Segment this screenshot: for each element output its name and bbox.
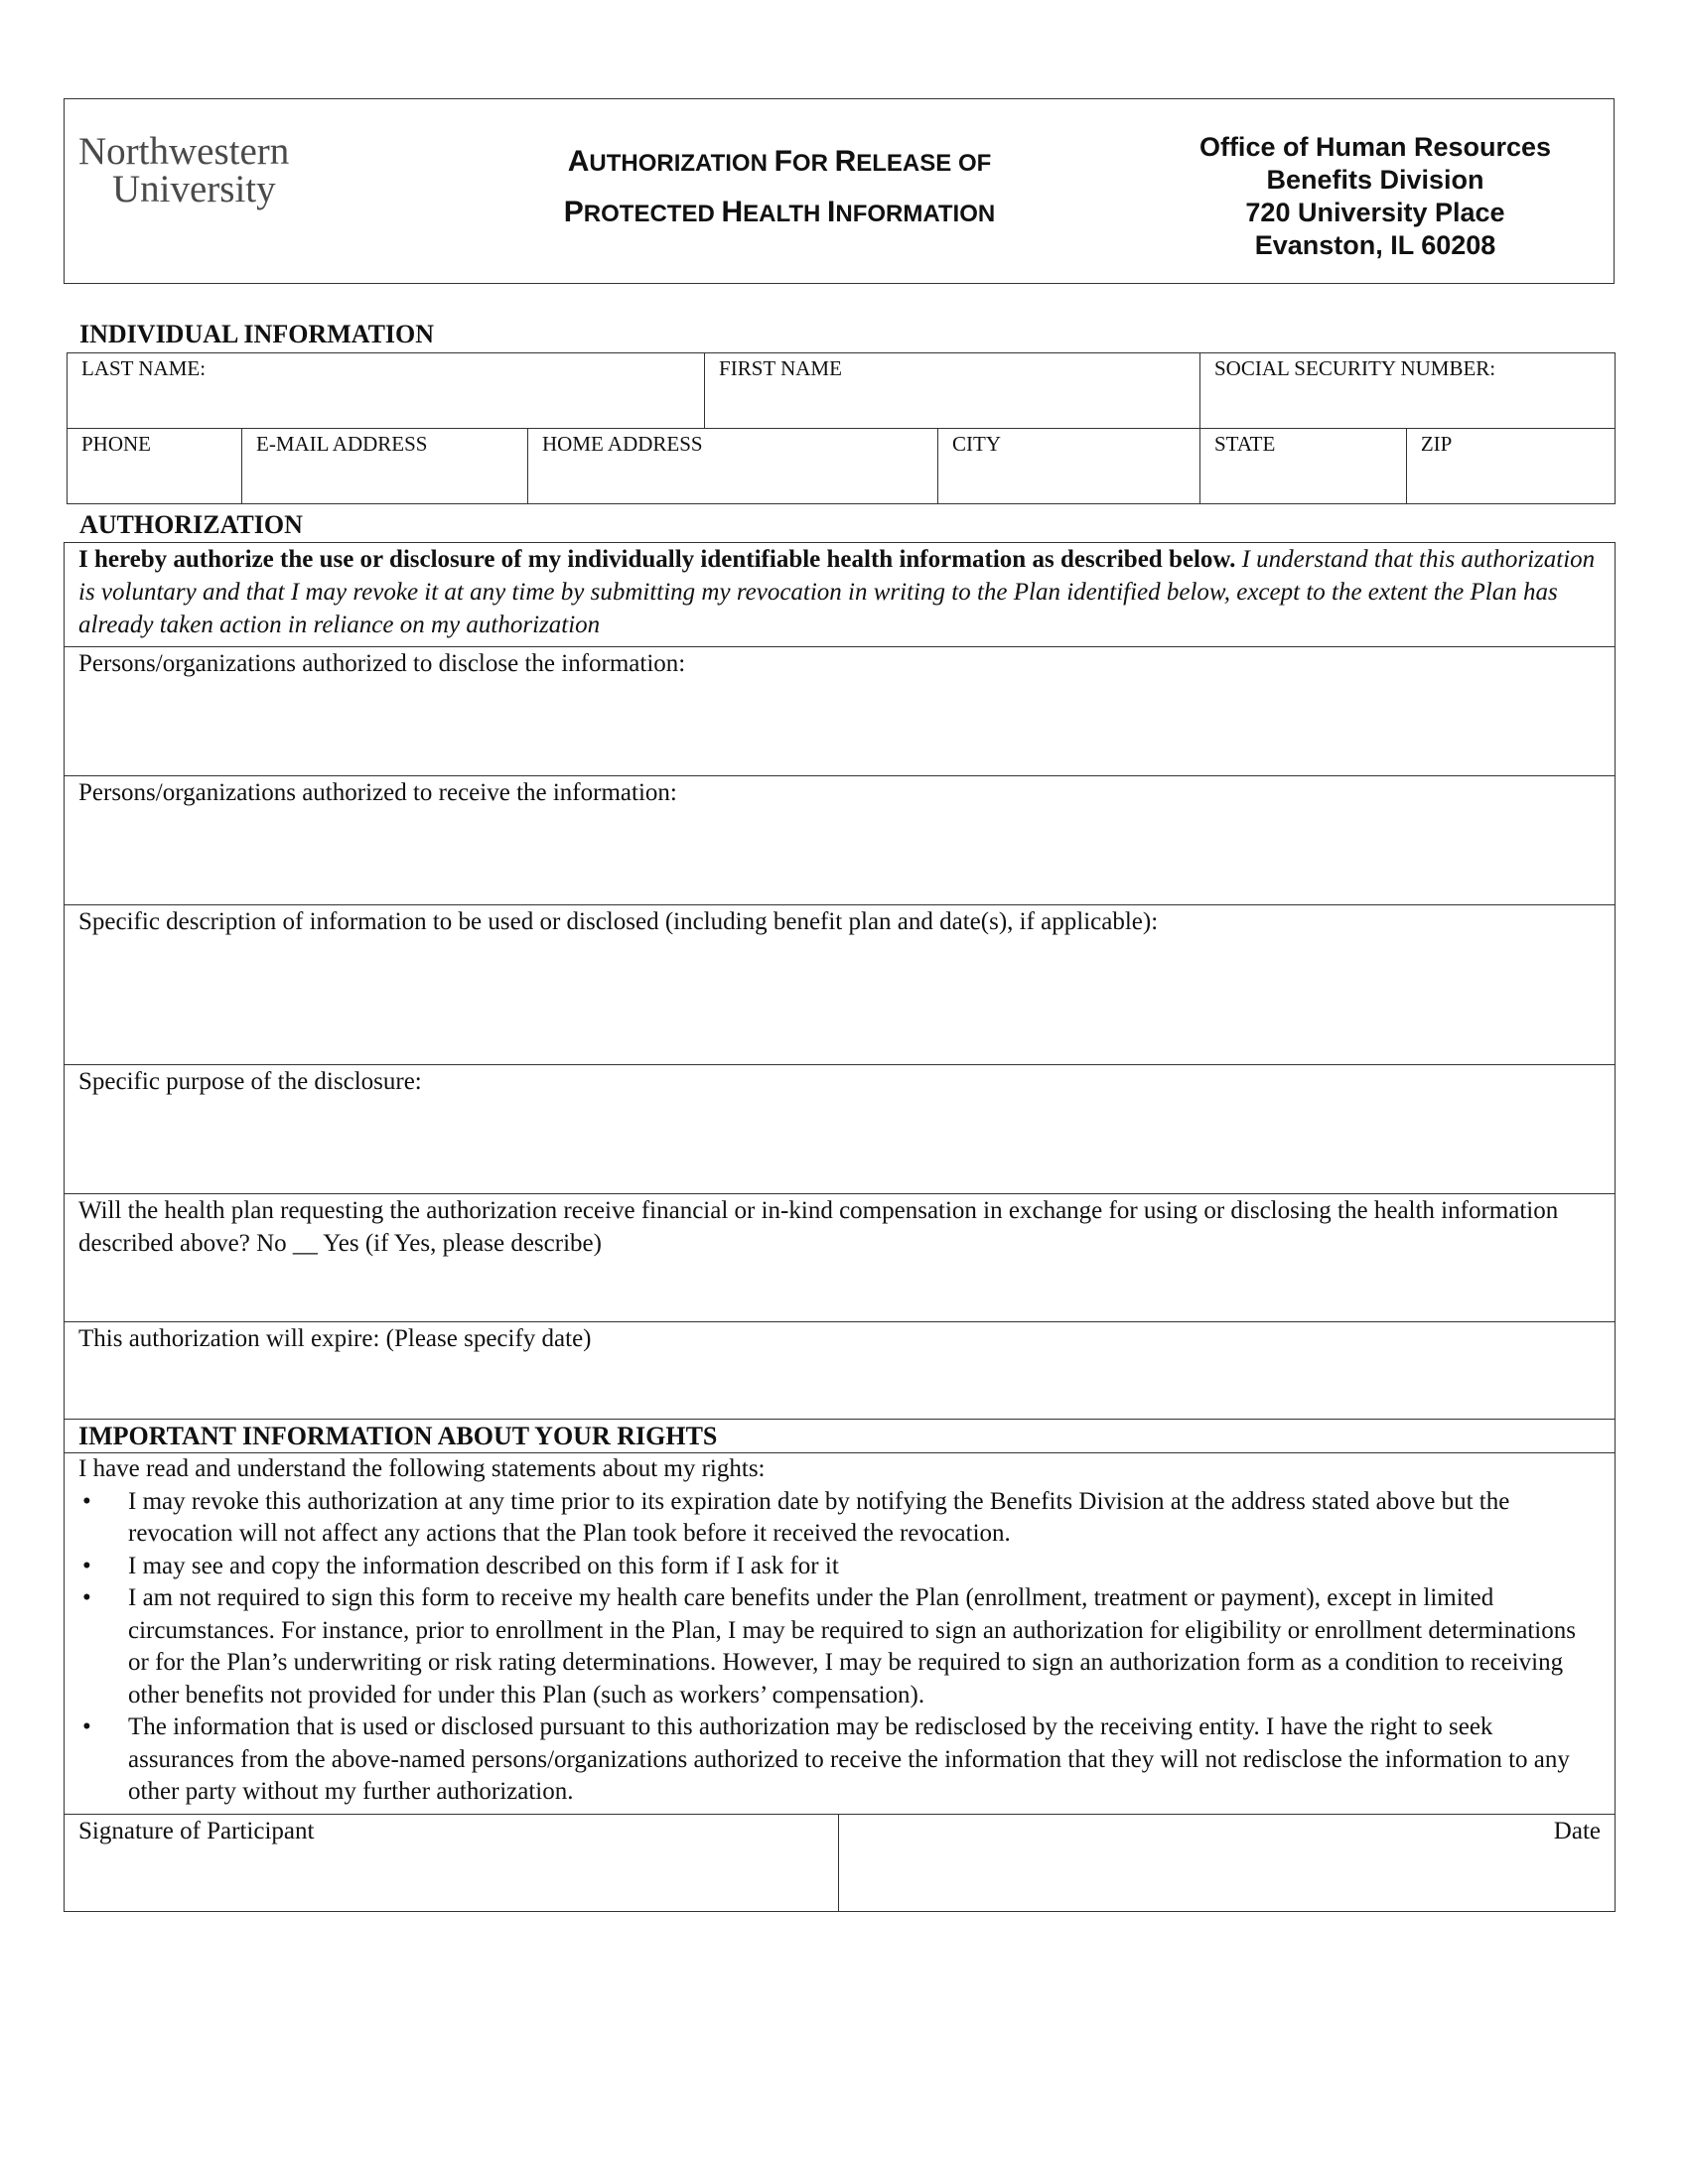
office-line: Office of Human Resources — [1198, 132, 1552, 162]
compensation-label: Will the health plan requesting the authorization receive financial or in-kind compensation in exchange for using or disclosing the health information described above? No __ Yes (if Yes, please describe) — [78, 1197, 1559, 1257]
title-cap: R — [834, 145, 857, 178]
individual-info-heading: INDIVIDUAL INFORMATION — [79, 320, 435, 348]
office-address — [1157, 131, 1594, 262]
rights-item-text: The information that is used or disclosed pursuant to this authorization may be redisclosed by the receiving entity. I have the right to seek assurances from the above-named persons/organizations authorized to receive the information that they will not redisclose the information to any other party without my further authorization. — [128, 1713, 1570, 1805]
first-name-field[interactable] — [705, 353, 1200, 429]
logo-line-2: University — [112, 168, 276, 210]
expiration-label: This authorization will expire: (Please specify date) — [78, 1325, 592, 1352]
authorization-statement-bold: I hereby authorize the use or disclosure of my individually identifiable health information as described below. — [78, 546, 1236, 573]
authorization-statement — [65, 543, 1615, 647]
rights-item-text: I may see and copy the information described on this form if I ask for it — [128, 1552, 839, 1579]
city-label: CITY — [952, 432, 1001, 456]
rights-list — [78, 1486, 1601, 1809]
home-address-label: HOME ADDRESS — [542, 432, 703, 456]
state-field[interactable] — [1200, 429, 1407, 504]
office-line: Benefits Division — [1266, 165, 1484, 195]
title-text: EALTH — [743, 201, 828, 227]
first-name-label: FIRST NAME — [719, 356, 842, 380]
logo-line-1: Northwestern — [78, 130, 290, 173]
signature-row — [65, 1815, 1615, 1911]
bullet-icon: • — [82, 1584, 91, 1611]
rights-intro: I have read and understand the following statements about my rights: — [78, 1455, 766, 1482]
phone-label: PHONE — [81, 432, 152, 456]
last-name-field[interactable] — [68, 353, 705, 429]
rights-heading: IMPORTANT INFORMATION ABOUT YOUR RIGHTS — [65, 1420, 1615, 1453]
individual-info-table — [67, 352, 1616, 504]
email-label: E-MAIL ADDRESS — [256, 432, 428, 456]
rights-section — [65, 1453, 1615, 1815]
ssn-label: SOCIAL SECURITY NUMBER: — [1214, 356, 1496, 380]
state-label: STATE — [1214, 432, 1276, 456]
office-line: 720 University Place — [1245, 198, 1505, 227]
rights-item — [82, 1486, 1601, 1551]
expiration-field[interactable] — [65, 1322, 1615, 1420]
office-line: Evanston, IL 60208 — [1254, 230, 1496, 260]
compensation-field[interactable] — [65, 1194, 1615, 1322]
zip-field[interactable] — [1406, 429, 1615, 504]
disclose-field[interactable] — [65, 647, 1615, 776]
bullet-icon: • — [82, 1552, 91, 1579]
purpose-label: Specific purpose of the disclosure: — [78, 1068, 422, 1095]
disclose-label: Persons/organizations authorized to disclose the information: — [78, 650, 686, 677]
rights-item — [82, 1551, 1601, 1583]
date-field[interactable] — [1554, 1815, 1601, 1847]
receive-field[interactable] — [65, 776, 1615, 905]
title-cap: F — [774, 145, 792, 178]
title-text: ELEASE OF — [856, 150, 992, 177]
form-title-line-1 — [482, 139, 1077, 190]
ssn-field[interactable] — [1200, 353, 1616, 429]
description-field[interactable] — [65, 905, 1615, 1065]
authorization-statement-italic: I understand that this authorization is voluntary and that I may revoke it at any time by submitting my revocation in writing to the Plan identified below, except to the extent the Plan has already taken action in reliance on my authorization — [78, 546, 1596, 638]
zip-label: ZIP — [1420, 432, 1453, 456]
bullet-icon: • — [82, 1487, 91, 1515]
title-cap: A — [567, 145, 590, 178]
city-field[interactable] — [938, 429, 1200, 504]
title-text: UTHORIZATION — [589, 150, 774, 177]
form-title — [482, 139, 1077, 240]
bullet-icon: • — [82, 1713, 91, 1740]
email-field[interactable] — [242, 429, 528, 504]
description-label: Specific description of information to be used or disclosed (including benefit plan and date(s), if applicable): — [78, 908, 1159, 935]
authorization-section — [64, 542, 1616, 1912]
authorization-heading: AUTHORIZATION — [79, 510, 303, 539]
title-cap: H — [721, 196, 744, 228]
form-title-line-2 — [482, 190, 1077, 240]
signature-field[interactable] — [65, 1815, 839, 1911]
receive-label: Persons/organizations authorized to receive the information: — [78, 779, 677, 806]
title-text: OR — [791, 150, 835, 177]
rights-item — [82, 1711, 1601, 1809]
last-name-label: LAST NAME: — [81, 356, 207, 380]
title-text: ROTECTED — [583, 201, 722, 227]
rights-item-text: I may revoke this authorization at any time prior to its expiration date by notifying the Benefits Division at the address stated above but the revocation will not affect any actions that the Plan took before it received the revocation. — [128, 1487, 1510, 1547]
rights-item-text: I am not required to sign this form to receive my health care benefits under the Plan (enrollment, treatment or payment), except in limited circumstances. For instance, prior to enrollment in the Plan, I may be required to sign an authorization for eligibility or enrollment determinations or for the Plan’s underwriting or risk rating determinations. However, I may be required to sign an authorization form as a condition to receiving other benefits not provided for under this Plan (such as workers’ compensation). — [128, 1584, 1576, 1708]
title-cap: I — [827, 196, 836, 228]
form-header — [64, 98, 1615, 284]
university-logo — [78, 130, 290, 210]
date-label: Date — [1553, 1818, 1601, 1844]
title-text: NFORMATION — [835, 201, 996, 227]
phone-field[interactable] — [68, 429, 242, 504]
signature-label: Signature of Participant — [78, 1818, 315, 1844]
home-address-field[interactable] — [528, 429, 938, 504]
purpose-field[interactable] — [65, 1065, 1615, 1194]
title-cap: P — [563, 196, 584, 228]
rights-item — [82, 1582, 1601, 1711]
